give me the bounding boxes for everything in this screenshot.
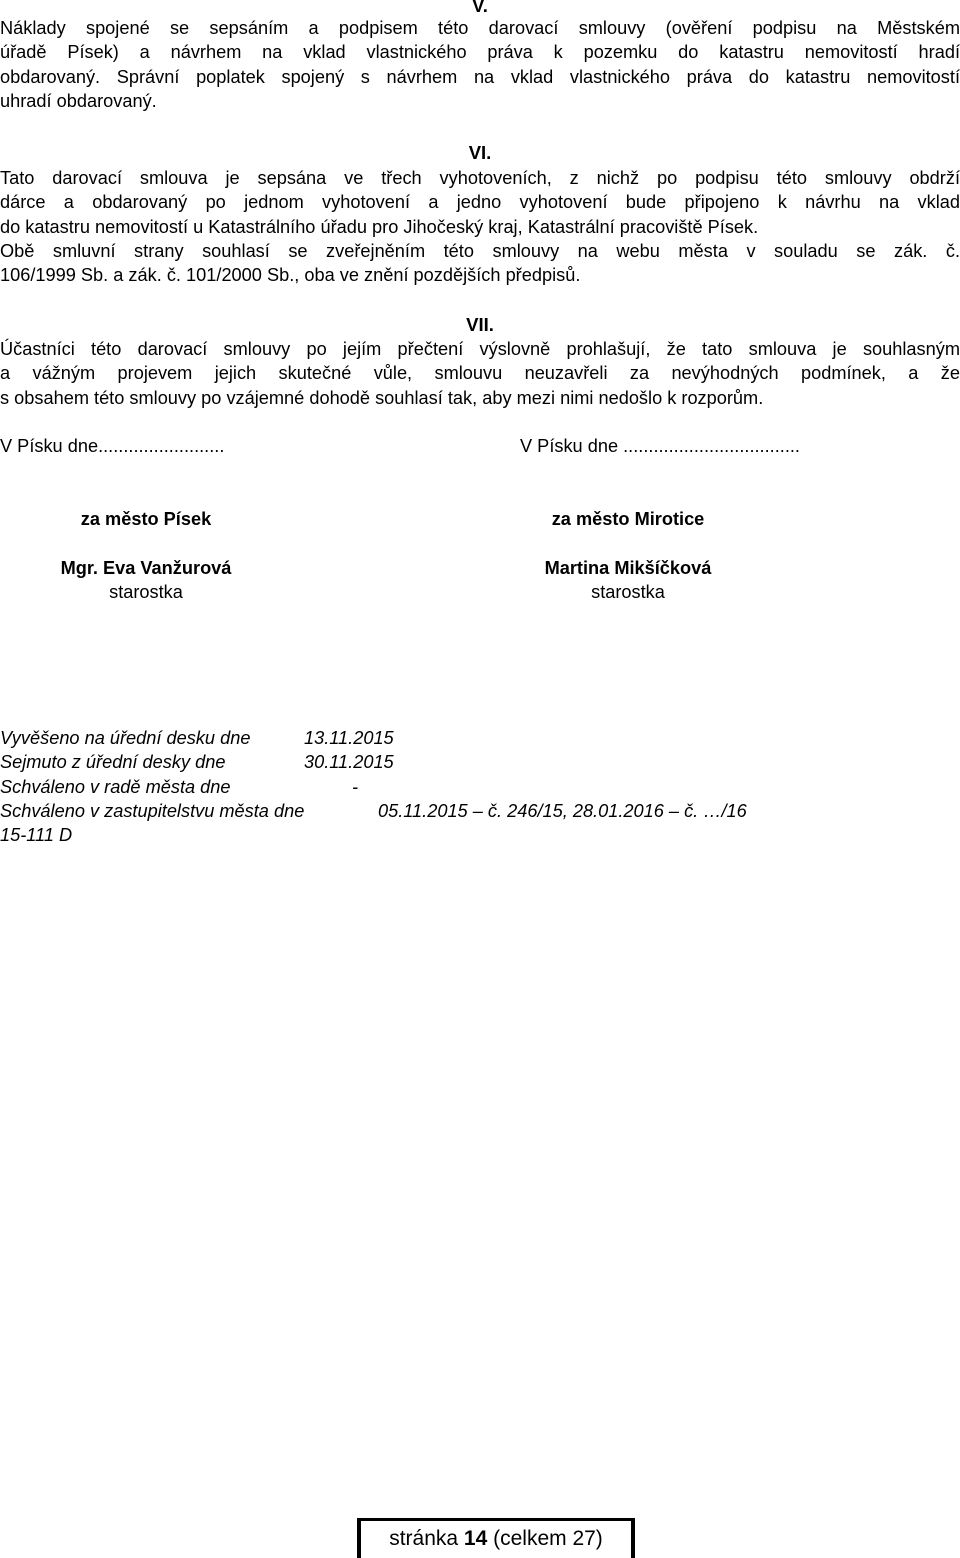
section-v-heading: V. bbox=[472, 0, 488, 16]
note-label: Schváleno v radě města dne bbox=[0, 776, 231, 797]
footer-prefix: stránka bbox=[389, 1527, 464, 1550]
paragraph-line: s obsahem této smlouvy po vzájemné dohodě souhlasí tak, aby mezi nimi nedošlo k rozporům. bbox=[0, 387, 764, 408]
footer-suffix: (celkem 27) bbox=[487, 1527, 603, 1550]
note-value: - bbox=[352, 776, 359, 797]
note-value: 13.11.2015 bbox=[304, 728, 394, 748]
section-vii-paragraph bbox=[0, 337, 960, 410]
paragraph-line: Účastníci této darovací smlouvy po jejím přečtení výslovně prohlašují, že tato smlouva je souhlasným bbox=[0, 339, 960, 359]
paragraph-line: Tato darovací smlouva je sepsána ve třech vyhotoveních, z nichž po podpisu této smlouvy obdrží bbox=[0, 168, 960, 188]
section-vi-heading: VI. bbox=[468, 142, 492, 163]
signatory-name: Mgr. Eva Vanžurová bbox=[60, 558, 232, 578]
note-label: Vyvěšeno na úřední desku dne bbox=[0, 728, 251, 748]
section-vii-heading: VII. bbox=[466, 314, 494, 335]
footer-page-number: 14 bbox=[463, 1527, 488, 1550]
reference-code: 15-111 D bbox=[0, 825, 73, 846]
signatory-title: starostka bbox=[591, 582, 665, 602]
note-label: Sejmuto z úřední desky dne bbox=[0, 752, 226, 773]
paragraph-line: úřadě Písek) a návrhem na vklad vlastnického práva k pozemku do katastru nemovitostí hradí bbox=[0, 42, 960, 63]
section-vi-paragraph-2 bbox=[0, 239, 960, 288]
paragraph-line: Obě smluvní strany souhlasí se zveřejněním této smlouvy na webu města v souladu se zák. č. bbox=[0, 241, 960, 261]
paragraph-line: Náklady spojené se sepsáním a podpisem této darovací smlouvy (ověření podpisu na Městském bbox=[0, 18, 960, 38]
signatory-title: starostka bbox=[109, 582, 183, 602]
note-value: 30.11.2015 bbox=[304, 752, 394, 773]
paragraph-line: a vážným projevem jejich skutečné vůle, smlouvu neuzavřeli za nevýhodných podmínek, a že bbox=[0, 363, 960, 384]
note-label: Schváleno v zastupitelstvu města dne bbox=[0, 800, 305, 821]
paragraph-line: uhradí obdarovaný. bbox=[0, 90, 157, 111]
signatory-role: za město Písek bbox=[80, 509, 212, 529]
section-vi-paragraph-1 bbox=[0, 166, 960, 239]
paragraph-line: dárce a obdarovaný po jednom vyhotovení a jedno vyhotovení bude připojeno k návrhu na vklad bbox=[0, 192, 960, 213]
paragraph-line: do katastru nemovitostí u Katastrálního úřadu pro Jihočeský kraj, Katastrální pracoviště Písek. bbox=[0, 216, 759, 237]
place-date-left: V Písku dne......................... bbox=[0, 436, 225, 456]
paragraph-line: 106/1999 Sb. a zák. č. 101/2000 Sb., oba ve znění pozdějších předpisů. bbox=[0, 265, 581, 286]
section-v-paragraph bbox=[0, 16, 960, 113]
note-value: 05.11.2015 – č. 246/15, 28.01.2016 – č. …/16 bbox=[378, 800, 747, 821]
signatory-name: Martina Mikšíčková bbox=[544, 558, 712, 578]
signatory-role: za město Mirotice bbox=[551, 509, 705, 529]
page-number-footer bbox=[357, 1518, 635, 1558]
place-date-right: V Písku dne ................................... bbox=[520, 436, 800, 456]
paragraph-line: obdarovaný. Správní poplatek spojený s návrhem na vklad vlastnického práva do katastru nemovitostí bbox=[0, 66, 960, 87]
